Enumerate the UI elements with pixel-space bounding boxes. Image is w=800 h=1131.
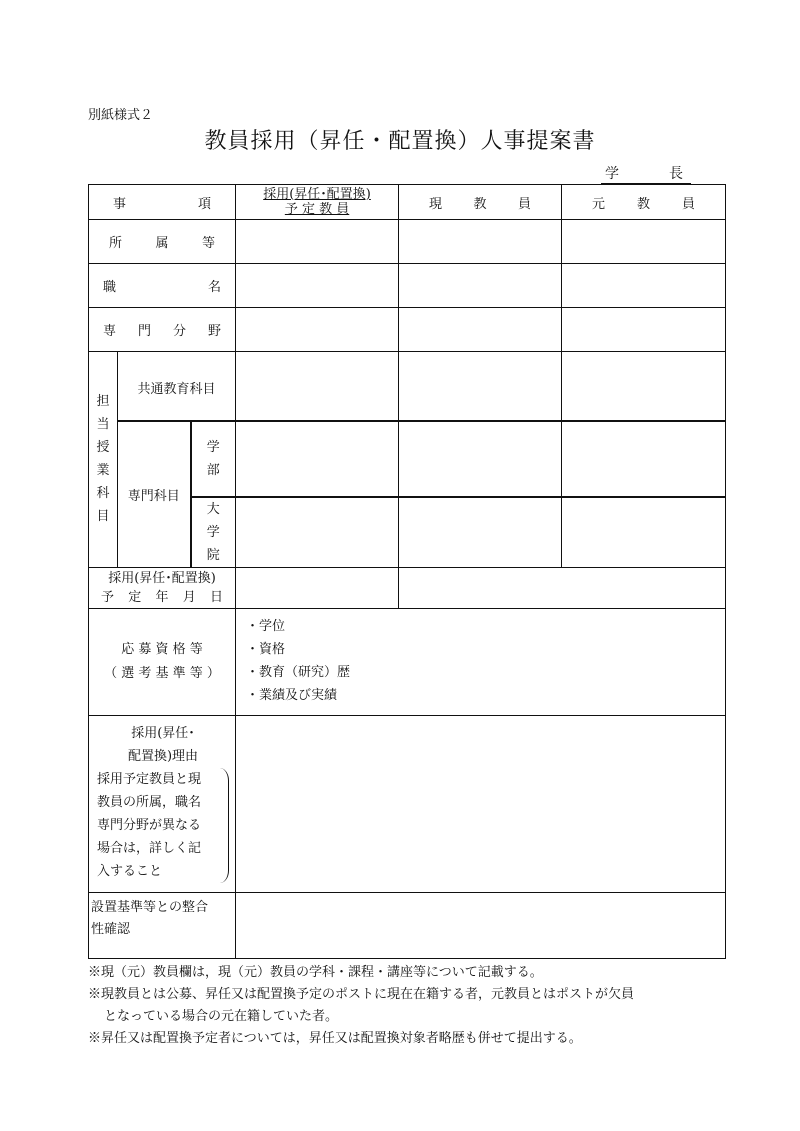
faculty-row xyxy=(89,421,726,497)
faculty-current-cell[interactable] xyxy=(399,421,562,497)
common-education-row xyxy=(89,352,726,421)
graduate-label: 大 学 院 xyxy=(191,497,236,568)
common-education-planned-cell[interactable] xyxy=(236,352,399,421)
position-current-cell[interactable] xyxy=(399,264,562,308)
faculty-former-cell[interactable] xyxy=(562,421,726,497)
form-label: 別紙様式２ xyxy=(88,108,154,123)
date-row xyxy=(89,567,726,608)
graduate-former-cell[interactable] xyxy=(562,497,726,568)
header-planned-cell: 採用(昇任･配置換) 予 定 教 員 xyxy=(236,185,399,220)
reason-note: 採用予定教員と現 教員の所属，職名 専門分野が異なる 場合は，詳しく記 入すること xyxy=(97,768,229,883)
specialty-current-cell[interactable] xyxy=(399,308,562,352)
document-title: 教員採用（昇任・配置換）人事提案書 xyxy=(204,129,596,154)
qualifications-row xyxy=(89,608,726,715)
specialized-label: 専門科目 xyxy=(118,421,191,568)
proposal-table xyxy=(88,184,726,959)
header-former-cell: 元 教 員 xyxy=(562,185,726,220)
footnote: ※現（元）教員欄は，現（元）教員の学科・課程・講座等について記載する。 xyxy=(88,965,543,980)
affiliation-current-cell[interactable] xyxy=(399,220,562,264)
faculty-label: 学 部 xyxy=(191,421,236,497)
consistency-content[interactable] xyxy=(236,892,726,958)
common-education-label: 共通教育科目 xyxy=(118,352,236,421)
consistency-label: 設置基準等との整合 性確認 xyxy=(89,892,236,958)
affiliation-former-cell[interactable] xyxy=(562,220,726,264)
faculty-planned-cell[interactable] xyxy=(236,421,399,497)
reason-label: 採用(昇任･ 配置換)理由 採用予定教員と現 教員の所属，職名 専門分野が異なる 場合は，詳しく記 入すること xyxy=(89,715,236,892)
header-current-cell: 現 教 員 xyxy=(399,185,562,220)
graduate-planned-cell[interactable] xyxy=(236,497,399,568)
affiliation-planned-cell[interactable] xyxy=(236,220,399,264)
position-label: 職 名 xyxy=(89,264,236,308)
footnotes xyxy=(88,962,728,1050)
footnote: ※昇任又は配置換予定者については，昇任又は配置換対象者略歴も併せて提出する。 xyxy=(88,1031,582,1046)
position-former-cell[interactable] xyxy=(562,264,726,308)
affiliation-row xyxy=(89,220,726,264)
approver-label xyxy=(601,165,691,184)
reason-content[interactable] xyxy=(236,715,726,892)
subjects-vertical-label: 担 当 授 業 科 目 xyxy=(89,352,118,568)
header-row xyxy=(89,185,726,220)
specialty-planned-cell[interactable] xyxy=(236,308,399,352)
qualifications-label: 応 募 資 格 等 （ 選 考 基 準 等 ） xyxy=(89,608,236,715)
consistency-row xyxy=(89,892,726,958)
date-planned-cell[interactable] xyxy=(236,567,399,608)
specialty-label: 専 門 分 野 xyxy=(89,308,236,352)
common-education-current-cell[interactable] xyxy=(399,352,562,421)
approver-char: 学 xyxy=(605,166,619,182)
specialty-row xyxy=(89,308,726,352)
reason-row xyxy=(89,715,726,892)
approver-char: 長 xyxy=(669,166,683,182)
date-label: 採用(昇任･配置換) 予 定 年 月 日 xyxy=(89,567,236,608)
common-education-former-cell[interactable] xyxy=(562,352,726,421)
footnote: ※現教員とは公募、昇任又は配置換予定のポストに現在在籍する者，元教員とはポストが欠員 xyxy=(88,987,635,1002)
header-item-cell: 事 項 xyxy=(89,185,236,220)
position-planned-cell[interactable] xyxy=(236,264,399,308)
position-row xyxy=(89,264,726,308)
graduate-current-cell[interactable] xyxy=(399,497,562,568)
footnote: となっている場合の元在籍していた者。 xyxy=(104,1009,339,1024)
affiliation-label: 所 属 等 xyxy=(89,220,236,264)
qualifications-content[interactable]: ・学位 ・資格 ・教育（研究）歴 ・業績及び実績 xyxy=(236,608,726,715)
specialty-former-cell[interactable] xyxy=(562,308,726,352)
date-other-cell[interactable] xyxy=(399,567,726,608)
